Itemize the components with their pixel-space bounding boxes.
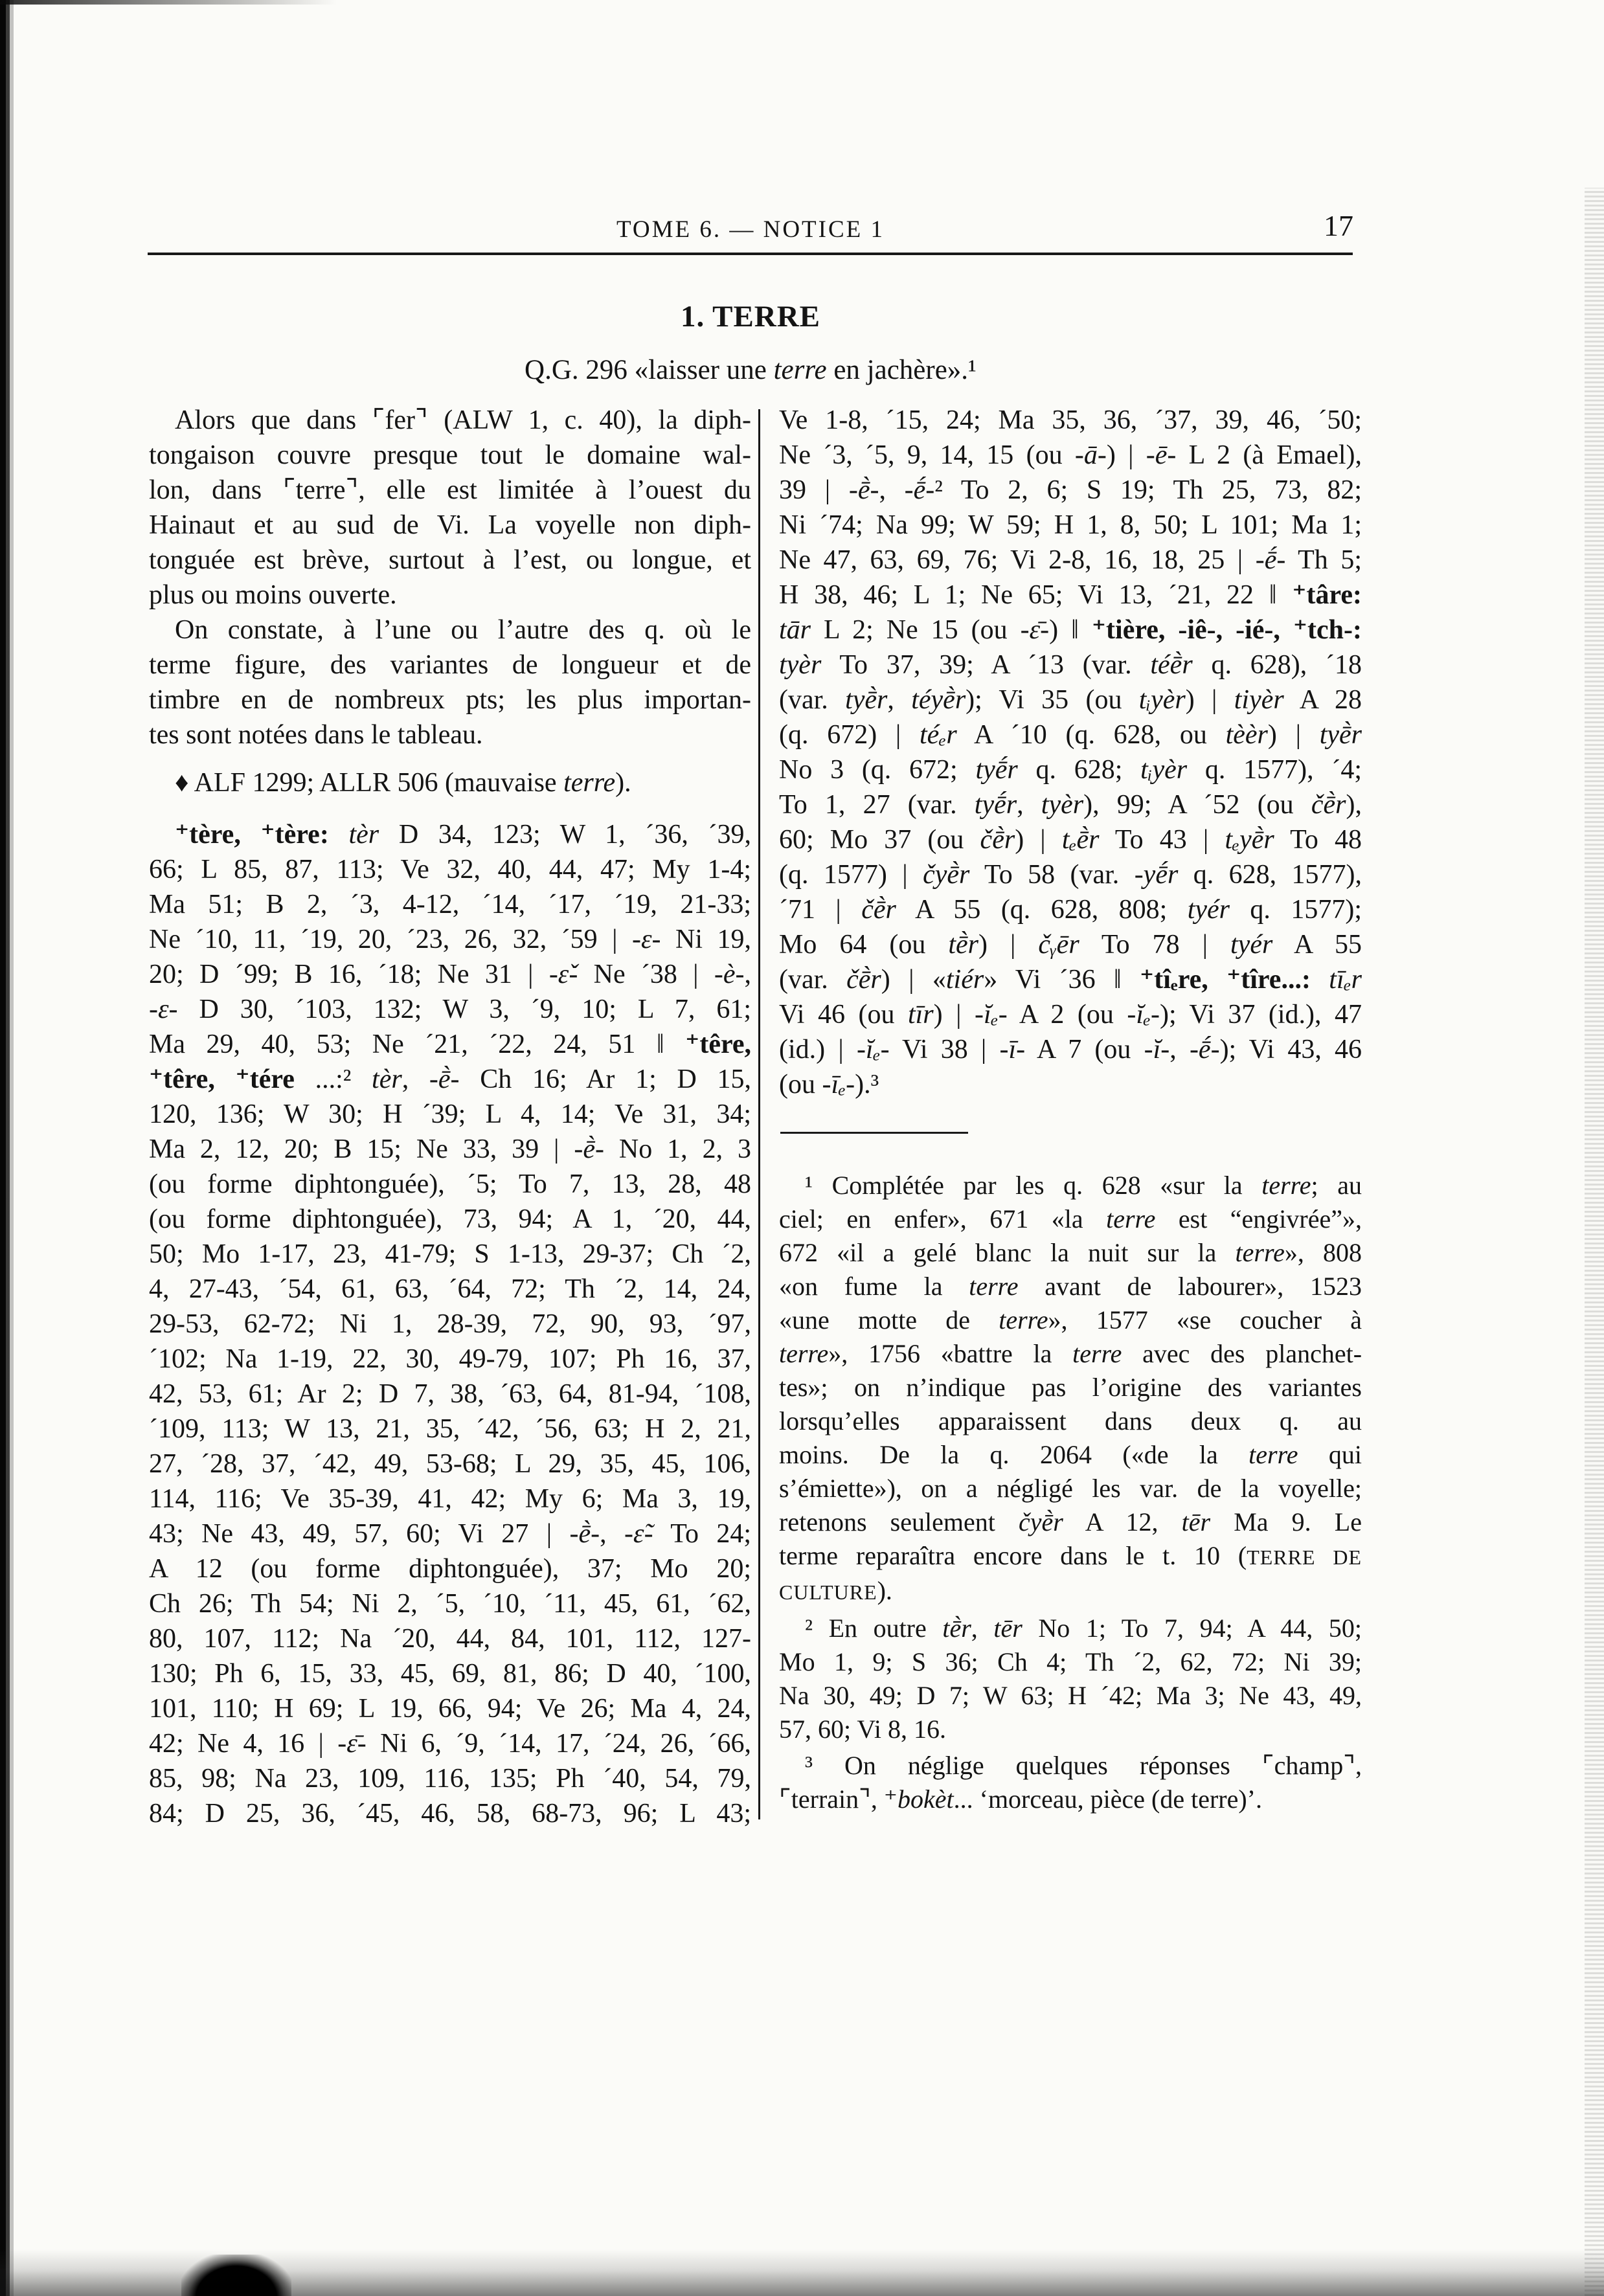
footnote-2	[779, 1612, 1362, 1746]
footnote-1-line: terme reparaîtra encore dans le t. 10 (TERRE DE	[779, 1541, 1362, 1570]
right-column	[779, 403, 1362, 1816]
intro-para-1-line: Hainaut et au sud de Vi. La voyelle non diph-	[149, 510, 751, 540]
tere-para-cont-line: To 1, 27 (var. tyḗr, tyèr), 99; A ´52 (ou čḕr),	[779, 790, 1362, 820]
footnote-1	[779, 1169, 1362, 1609]
tere-para-cont-line: 60; Mo 37 (ou čḕr) | tₑḕr To 43 | tₑyḕr To 48	[779, 825, 1362, 855]
tere-para-line: 43; Ne 43, 49, 57, 60; Vi 27 | -ḕ-, -ɛ̃- To 24;	[149, 1519, 751, 1549]
tere-para-cont-line: (q. 1577) | čyḕr To 58 (var. -yḗr q. 628, 1577),	[779, 860, 1362, 890]
tere-para-line: 130; Ph 6, 15, 33, 45, 69, 81, 86; D 40, ´100,	[149, 1659, 751, 1689]
tere-para-line: Ma 51; B 2, ´3, 4-12, ´14, ´17, ´19, 21-33;	[149, 890, 751, 919]
footnote-1-line: moins. De la q. 2064 («de la terre qui	[779, 1440, 1362, 1469]
header-rule	[148, 253, 1353, 255]
footnote-2-line: ² En outre tḕr, tēr No 1; To 7, 94; A 44, 50;	[805, 1614, 1362, 1643]
footnote-1-line: «une motte de terre», 1577 «se coucher à	[779, 1305, 1362, 1334]
footnote-3-line: ⌜terrain⌝, ⁺bokèt... ‘morceau, pièce (de terre)’.	[779, 1784, 1262, 1814]
footnote-1-line: tes»; on n’indique pas l’origine des variantes	[779, 1373, 1362, 1402]
tere-para-line: ⁺tère, ⁺tère: tèr D 34, 123; W 1, ´36, ´39,	[175, 820, 751, 850]
footnote-1-line: retenons seulement čyḕr A 12, tēr Ma 9. Le	[779, 1507, 1362, 1536]
alf-ref	[149, 765, 751, 800]
footnote-2-line: 57, 60; Vi 8, 16.	[779, 1715, 946, 1744]
tere-para-cont-line: (ou -īₑ-).³	[779, 1070, 879, 1099]
tere-para-line: ´109, 113; W 13, 21, 35, ´42, ´56, 63; H 2, 21,	[149, 1414, 751, 1444]
intro-para-2	[149, 613, 751, 752]
tere-para-line: (ou forme diphtonguée), 73, 94; A 1, ´20, 44,	[149, 1204, 751, 1234]
footnote-1-line: 672 «il a gelé blanc la nuit sur la terre», 808	[779, 1238, 1362, 1267]
running-header: TOME 6. — NOTICE 1	[616, 216, 885, 243]
tere-para-line: Ma 2, 12, 20; B 15; Ne 33, 39 | -ḕ- No 1, 2, 3	[149, 1134, 751, 1164]
tere-para-line: Ch 26; Th 54; Ni 2, ´5, ´10, ´11, 45, 61, ´62,	[149, 1589, 751, 1619]
intro-para-2-line: timbre en de nombreux pts; les plus importan-	[149, 685, 751, 715]
tere-para-cont-line: (var. čḕr) | «tiér» Vi ´36 ‖ ⁺tîₑre, ⁺tîre...: tīₑr	[779, 965, 1362, 995]
tere-para-line: 4, 27-43, ´54, 61, 63, ´64, 72; Th ´2, 14, 24,	[149, 1274, 751, 1304]
tere-para-line: (ou forme diphtonguée), ´5; To 7, 13, 28, 48	[149, 1169, 751, 1199]
tere-para-line: ⁺têre, ⁺tére ...:² tèr, -ḕ- Ch 16; Ar 1; D 15,	[149, 1064, 751, 1094]
tere-para-line: -ε- D 30, ´103, 132; W 3, ´9, 10; L 7, 61;	[149, 995, 751, 1024]
intro-para-2-line: terme figure, des variantes de longueur et de	[149, 650, 751, 680]
scan-edge-left	[0, 0, 17, 2296]
scan-ink-blob	[181, 2255, 291, 2296]
scan-edge-right-noise	[1585, 188, 1604, 2296]
tere-para-line: 66; L 85, 87, 113; Ve 32, 40, 44, 47; My 1-4;	[149, 855, 751, 884]
tere-para-line: 85, 98; Na 23, 109, 116, 135; Ph ´40, 54, 79,	[149, 1764, 751, 1794]
footnote-1-line: «on fume la terre avant de labourer», 1523	[779, 1272, 1362, 1301]
section-title: 1. TERRE	[680, 300, 821, 333]
tere-para-line: 27, ´28, 37, ´42, 49, 53-68; L 29, 35, 45, 106,	[149, 1449, 751, 1479]
tere-para-cont	[779, 403, 1362, 1102]
intro-para-1-line: plus ou moins ouverte.	[149, 580, 397, 610]
scan-edge-top	[0, 0, 337, 5]
tere-para	[149, 817, 751, 1831]
intro-para-1-line: tongaison couvre presque tout le domaine wal-	[149, 440, 751, 470]
footnote-1-line: ¹ Complétée par les q. 628 «sur la terre; au	[805, 1171, 1362, 1200]
footnote-rule	[780, 1132, 968, 1134]
intro-para-1	[149, 403, 751, 613]
left-column	[149, 403, 751, 1831]
tere-para-cont-line: Vi 46 (ou tīr) | -ĭₑ- A 2 (ou -ĭₑ-); Vi 37 (id.), 47	[779, 1000, 1362, 1030]
footnote-2-line: Na 30, 49; D 7; W 63; H ´42; Ma 3; Ne 43, 49,	[779, 1681, 1362, 1710]
tere-para-cont-line: Ve 1-8, ´15, 24; Ma 35, 36, ´37, 39, 46, ´50;	[779, 405, 1362, 435]
footnote-3-line: ³ On néglige quelques réponses ⌜champ⌝,	[805, 1751, 1362, 1780]
tere-para-line: 114, 116; Ve 35-39, 41, 42; My 6; Ma 3, 19,	[149, 1484, 751, 1514]
question-subtitle: Q.G. 296 «laisser une terre en jachère».¹	[525, 355, 977, 385]
alf-ref-line: ♦ ALF 1299; ALLR 506 (mauvaise terre).	[175, 768, 631, 798]
tere-para-cont-line: 39 | -ḕ-, -ḗ-² To 2, 6; S 19; Th 25, 73, 82;	[779, 475, 1362, 505]
tere-para-line: 101, 110; H 69; L 19, 66, 94; Ve 26; Ma 4, 24,	[149, 1694, 751, 1724]
footnote-3	[779, 1749, 1362, 1816]
tere-para-cont-line: Mo 64 (ou tḕr) | čᵧēr To 78 | tyér A 55	[779, 930, 1362, 960]
column-divider	[758, 409, 760, 1819]
intro-para-1-line: tonguée est brève, surtout à l’est, ou longue, et	[149, 545, 751, 575]
tere-para-line: 42; Ne 4, 16 | -ɛ̄- Ni 6, ´9, ´14, 17, ´24, 26, ´66,	[149, 1729, 751, 1759]
tere-para-cont-line: tār L 2; Ne 15 (ou -ɛ̄-) ‖ ⁺tière, -iê-, -ié-, ⁺tch-:	[779, 615, 1362, 645]
tere-para-cont-line: (q. 672) | téₑr A ´10 (q. 628, ou tèèr) | tyḕr	[779, 720, 1362, 750]
intro-para-2-line: tes sont notées dans le tableau.	[149, 720, 483, 750]
footnote-1-line: ciel; en enfer», 671 «la terre est “engivrée”»,	[779, 1204, 1362, 1233]
footnote-1-line: terre», 1756 «battre la terre avec des planchet-	[779, 1339, 1362, 1368]
tere-para-line: 50; Mo 1-17, 23, 41-79; S 1-13, 29-37; Ch ´2,	[149, 1239, 751, 1269]
tere-para-line: ´102; Na 1-19, 22, 30, 49-79, 107; Ph 16, 37,	[149, 1344, 751, 1374]
intro-para-1-line: lon, dans ⌜terre⌝, elle est limitée à l’ouest du	[149, 475, 751, 505]
tere-para-cont-line: No 3 (q. 672; tyḗr q. 628; tᵢyèr q. 1577), ´4;	[779, 755, 1362, 785]
tere-para-line: 20; D ´99; B 16, ´18; Ne 31 | -ɛ̌- Ne ´38 | -è-,	[149, 960, 751, 989]
tere-para-line: 29-53, 62-72; Ni 1, 28-39, 72, 90, 93, ´97,	[149, 1309, 751, 1339]
intro-para-2-line: On constate, à l’une ou l’autre des q. où le	[175, 615, 751, 645]
tere-para-cont-line: (id.) | -ĭₑ- Vi 38 | -ī- A 7 (ou -ĭ-, -ḗ-); Vi 43, 46	[779, 1035, 1362, 1064]
tere-para-line: A 12 (ou forme diphtonguée), 37; Mo 20;	[149, 1554, 751, 1584]
footnote-1-line: lorsqu’elles apparaissent dans deux q. au	[779, 1406, 1362, 1435]
tere-para-cont-line: ´71 | čḕr A 55 (q. 628, 808; tyér q. 1577);	[779, 895, 1362, 925]
tere-para-cont-line: (var. tyḕr, téyḕr); Vi 35 (ou tᵢyèr) | tiyèr A 28	[779, 685, 1362, 715]
tere-para-line: 42, 53, 61; Ar 2; D 7, 38, ´63, 64, 81-94, ´108,	[149, 1379, 751, 1409]
page-number: 17	[1324, 209, 1353, 242]
tere-para-cont-line: Ne ´3, ´5, 9, 14, 15 (ou -ā-) | -ē- L 2 (à Emael),	[779, 440, 1362, 470]
footnote-1-line: s’émiette»), on a négligé les var. de la voyelle;	[779, 1474, 1362, 1503]
tere-para-line: Ne ´10, 11, ´19, 20, ´23, 26, 32, ´59 | -ε- Ni 19,	[149, 925, 751, 954]
tere-para-cont-line: tyèr To 37, 39; A ´13 (var. téḕr q. 628), ´18	[779, 650, 1362, 680]
footnote-1-line: CULTURE).	[779, 1576, 892, 1605]
tere-para-cont-line: Ne 47, 63, 69, 76; Vi 2-8, 16, 18, 25 | -ḗ- Th 5;	[779, 545, 1362, 575]
tere-para-cont-line: H 38, 46; L 1; Ne 65; Vi 13, ´21, 22 ‖ ⁺târe:	[779, 580, 1362, 610]
tere-para-cont-line: Ni ´74; Na 99; W 59; H 1, 8, 50; L 101; Ma 1;	[779, 510, 1362, 540]
tere-para-line: 80, 107, 112; Na ´20, 44, 84, 101, 112, 127-	[149, 1624, 751, 1654]
tere-para-line: Ma 29, 40, 53; Ne ´21, ´22, 24, 51 ‖ ⁺têre,	[149, 1030, 751, 1059]
tere-para-line: 120, 136; W 30; H ´39; L 4, 14; Ve 31, 34;	[149, 1099, 751, 1129]
footnote-2-line: Mo 1, 9; S 36; Ch 4; Th ´2, 62, 72; Ni 39;	[779, 1647, 1362, 1676]
intro-para-1-line: Alors que dans ⌜fer⌝ (ALW 1, c. 40), la diph-	[175, 405, 751, 435]
tere-para-line: 84; D 25, 36, ´45, 46, 58, 68-73, 96; L 43;	[149, 1799, 751, 1829]
